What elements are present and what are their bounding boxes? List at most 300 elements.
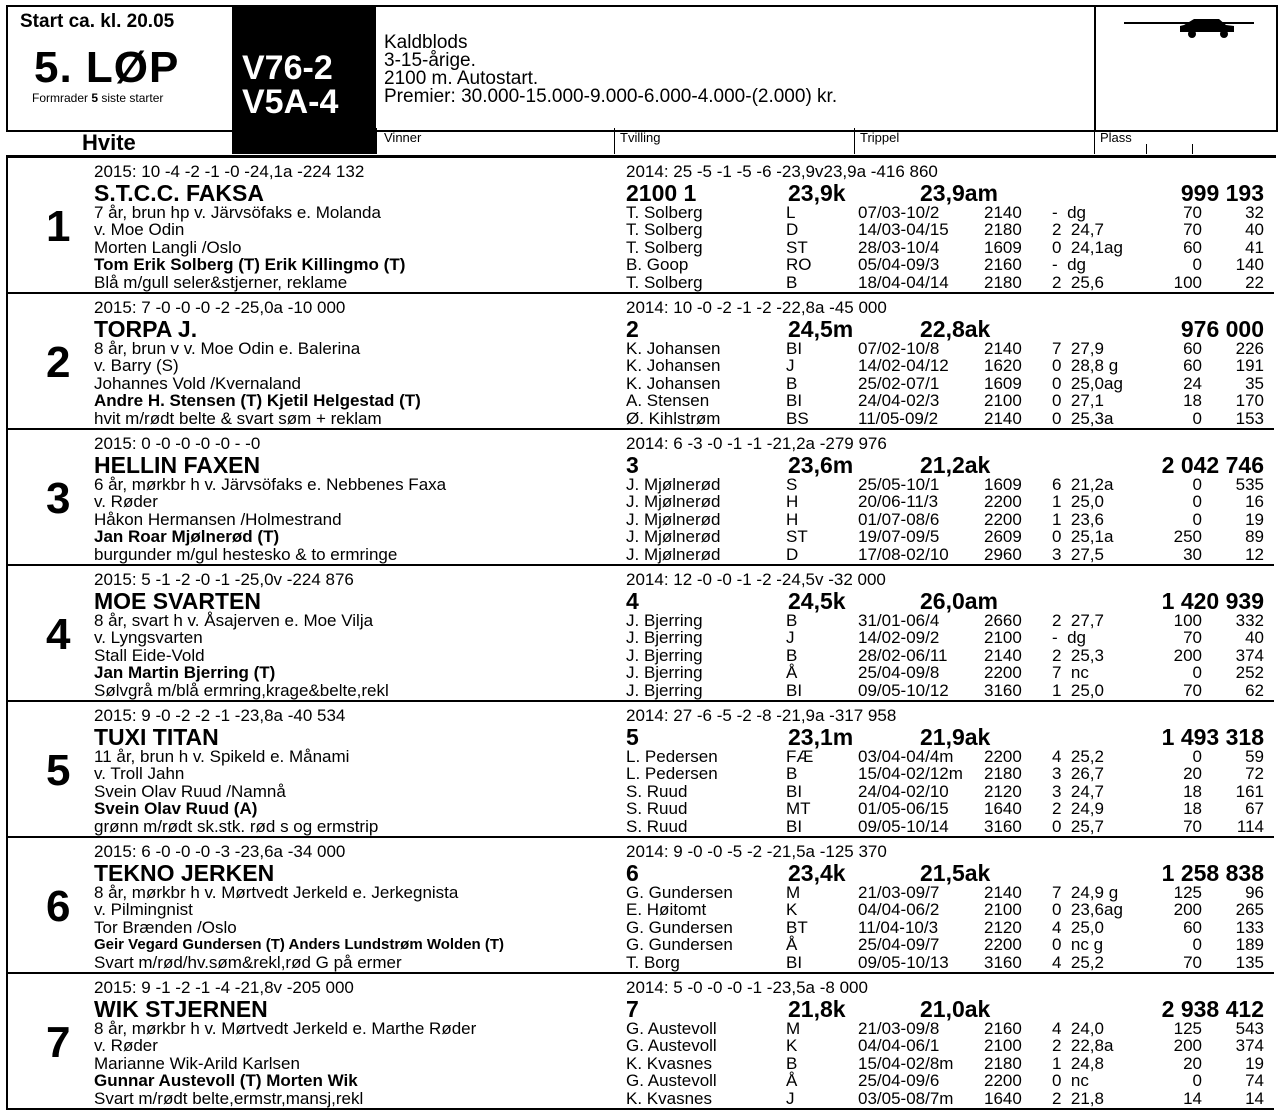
start-distance: 2200 xyxy=(984,1071,1022,1090)
horse-info-line: Svart m/rødt belte,ermstr,mansj,rekl xyxy=(94,1089,364,1108)
start-odds: 60 xyxy=(1183,339,1202,358)
earnings: 1 258 838 xyxy=(1161,860,1264,886)
start-result: 0 27,1 xyxy=(1052,391,1104,410)
start-prize: 161 xyxy=(1235,782,1264,801)
start-odds: 24 xyxy=(1183,374,1202,393)
start-prize: 191 xyxy=(1235,356,1264,375)
stats-2014: 2014: 10 -0 -2 -1 -2 -22,8a -45 000 xyxy=(626,298,887,317)
start-date: 09/05-10/12 xyxy=(858,681,949,700)
divider xyxy=(1192,144,1193,154)
start-odds: 0 xyxy=(1192,492,1202,511)
track-number: 4 xyxy=(626,588,639,614)
start-track: D xyxy=(786,220,799,239)
race-info-line: Kaldblods xyxy=(384,32,468,53)
stats-2015: 2015: 9 -0 -2 -2 -1 -23,8a -40 534 xyxy=(94,706,346,725)
start-odds: 60 xyxy=(1183,918,1202,937)
start-prize: 67 xyxy=(1245,799,1264,818)
track-number: 2 xyxy=(626,316,639,342)
start-odds: 200 xyxy=(1173,900,1202,919)
start-odds: 0 xyxy=(1192,663,1202,682)
record-1: 23,6m xyxy=(788,452,854,478)
start-driver: L. Pedersen xyxy=(626,747,718,766)
divider xyxy=(1146,144,1147,154)
start-driver: G. Austevoll xyxy=(626,1019,717,1038)
horse-info-line: 8 år, svart h v. Åsajerven e. Moe Vilja xyxy=(94,611,374,630)
start-prize: 62 xyxy=(1245,681,1264,700)
start-driver: T. Solberg xyxy=(626,220,703,239)
horse-number: 5 xyxy=(46,746,71,795)
start-odds: 70 xyxy=(1183,953,1202,972)
stats-2015: 2015: 0 -0 -0 -0 -0 - -0 xyxy=(94,434,261,453)
start-prize: 40 xyxy=(1245,628,1264,647)
start-driver: L. Pedersen xyxy=(626,764,718,783)
start-prize: 40 xyxy=(1245,220,1264,239)
start-result: 1 25,0 xyxy=(1052,492,1104,511)
start-result: 0 23,6ag xyxy=(1052,900,1123,919)
start-driver: G. Gundersen xyxy=(626,883,733,902)
start-prize: 72 xyxy=(1245,764,1264,783)
race-info-line: Premier: 30.000-15.000-9.000-6.000-4.000-(2.000) kr. xyxy=(384,86,838,107)
start-distance: 2160 xyxy=(984,1019,1022,1038)
horse-number: 1 xyxy=(46,202,71,251)
start-driver: J. Mjølnerød xyxy=(626,527,721,546)
record-2: 21,5ak xyxy=(920,860,991,886)
horse-info-line: Blå m/gull seler&stjerner, reklame xyxy=(94,273,348,292)
start-distance: 2100 xyxy=(984,900,1022,919)
divider xyxy=(6,838,8,974)
start-driver: J. Bjerring xyxy=(626,628,703,647)
stats-2015: 2015: 6 -0 -0 -0 -3 -23,6a -34 000 xyxy=(94,842,346,861)
start-prize: 374 xyxy=(1235,646,1264,665)
start-result: 2 27,7 xyxy=(1052,611,1104,630)
start-prize: 133 xyxy=(1235,918,1264,937)
start-result: 4 25,2 xyxy=(1052,953,1104,972)
start-odds: 30 xyxy=(1183,545,1202,564)
start-distance: 2160 xyxy=(984,255,1022,274)
start-track: BI xyxy=(786,782,803,801)
start-odds: 60 xyxy=(1183,356,1202,375)
start-result: 0 25,7 xyxy=(1052,817,1104,836)
horse-info-line: Geir Vegard Gundersen (T) Anders Lundstrøm Wolden (T) xyxy=(94,936,505,953)
horse-info-line: Tom Erik Solberg (T) Erik Killingmo (T) xyxy=(94,255,406,274)
horse-info-line: v. Lyngsvarten xyxy=(94,628,203,647)
start-result: 2 21,8 xyxy=(1052,1089,1104,1108)
start-driver: K. Kvasnes xyxy=(626,1054,712,1073)
start-track: Å xyxy=(786,663,798,682)
start-distance: 3160 xyxy=(984,817,1022,836)
start-result: - dg xyxy=(1052,203,1087,222)
horse-info-line: Håkon Hermansen /Holmestrand xyxy=(94,510,342,529)
start-prize: 19 xyxy=(1245,510,1264,529)
form-prefix: Formrader xyxy=(32,91,92,105)
divider xyxy=(6,430,8,566)
earnings: 2 042 746 xyxy=(1161,452,1264,478)
divider xyxy=(6,566,8,702)
start-prize: 12 xyxy=(1245,545,1264,564)
start-driver: J. Mjølnerød xyxy=(626,545,721,564)
record-1: 23,9k xyxy=(788,180,846,206)
horse-number: 3 xyxy=(46,474,71,523)
start-track: H xyxy=(786,510,799,529)
track-number: 2100 1 xyxy=(626,180,697,206)
start-date: 25/02-07/1 xyxy=(858,374,940,393)
start-time: Start ca. kl. 20.05 xyxy=(20,11,175,32)
record-1: 23,4k xyxy=(788,860,846,886)
start-date: 20/06-11/3 xyxy=(858,492,939,511)
horse-info-line: grønn m/rødt sk.stk. rød s og ermstrip xyxy=(94,817,379,836)
start-date: 11/04-10/3 xyxy=(858,918,939,937)
horse-entry xyxy=(6,838,1276,974)
start-date: 28/03-10/4 xyxy=(858,238,940,257)
start-distance: 3160 xyxy=(984,953,1022,972)
start-distance: 2180 xyxy=(984,1054,1022,1073)
start-odds: 0 xyxy=(1192,510,1202,529)
stats-2014: 2014: 6 -3 -0 -1 -1 -21,2a -279 976 xyxy=(626,434,887,453)
start-date: 21/03-09/7 xyxy=(858,883,940,902)
horse-info-line: v. Troll Jahn xyxy=(94,764,185,783)
start-track: D xyxy=(786,545,799,564)
horse-entry xyxy=(6,702,1276,838)
horse-entry xyxy=(6,158,1276,294)
start-distance: 2200 xyxy=(984,935,1022,954)
divider xyxy=(6,1108,1274,1110)
horse-number: 4 xyxy=(46,610,71,659)
start-driver: S. Ruud xyxy=(626,817,688,836)
start-result: 0 25,3a xyxy=(1052,409,1114,428)
stats-2015: 2015: 7 -0 -0 -0 -2 -25,0a -10 000 xyxy=(94,298,346,317)
start-driver: J. Bjerring xyxy=(626,611,703,630)
start-odds: 70 xyxy=(1183,817,1202,836)
start-date: 11/05-09/2 xyxy=(858,409,939,428)
start-track: J xyxy=(786,628,795,647)
start-odds: 20 xyxy=(1183,1054,1202,1073)
divider xyxy=(6,702,8,838)
horse-number: 2 xyxy=(46,338,71,387)
start-track: BT xyxy=(786,918,808,937)
race-header xyxy=(0,0,1276,158)
horse-name: HELLIN FAXEN xyxy=(94,452,261,478)
form-note xyxy=(32,91,163,105)
horse-info-line: v. Barry (S) xyxy=(94,356,179,375)
horse-info-line: Stall Eide-Vold xyxy=(94,646,205,665)
start-date: 14/02-04/12 xyxy=(858,356,949,375)
horse-entry xyxy=(6,430,1276,566)
start-prize: 374 xyxy=(1235,1036,1264,1055)
start-result: 0 nc xyxy=(1052,1071,1089,1090)
horse-info-line: Andre H. Stensen (T) Kjetil Helgestad (T) xyxy=(94,391,421,410)
start-track: BI xyxy=(786,391,803,410)
game-type-1: V76-2 xyxy=(242,49,333,87)
start-track: B xyxy=(786,764,798,783)
start-distance: 2200 xyxy=(984,492,1022,511)
horse-info-line: Sølvgrå m/blå ermring,krage&belte,rekl xyxy=(94,681,389,700)
race-title-box xyxy=(6,5,234,132)
horse-info-line: v. Røder xyxy=(94,492,158,511)
divider xyxy=(6,158,8,294)
horse-info-line: 11 år, brun h v. Spikeld e. Månami xyxy=(94,747,350,766)
start-track: Å xyxy=(786,1071,798,1090)
horse-info-line: 8 år, brun v v. Moe Odin e. Balerina xyxy=(94,339,361,358)
horse-entry xyxy=(6,294,1276,430)
start-odds: 200 xyxy=(1173,1036,1202,1055)
start-driver: J. Bjerring xyxy=(626,681,703,700)
col-trippel: Trippel xyxy=(860,130,900,145)
start-date: 24/04-02/10 xyxy=(858,782,949,801)
horse-info-line: Svein Olav Ruud /Namnå xyxy=(94,782,286,801)
start-date: 28/02-06/11 xyxy=(858,646,948,665)
horse-entry xyxy=(6,566,1276,702)
horse-entry xyxy=(6,974,1276,1110)
start-track: RO xyxy=(786,255,812,274)
record-2: 26,0am xyxy=(920,588,999,614)
horse-info-line: Morten Langli /Oslo xyxy=(94,238,242,257)
start-track: B xyxy=(786,273,798,292)
start-track: BI xyxy=(786,817,803,836)
start-result: 1 23,6 xyxy=(1052,510,1104,529)
start-result: 4 25,2 xyxy=(1052,747,1104,766)
horse-info-line: Jan Roar Mjølnerød (T) xyxy=(94,527,280,546)
start-driver: G. Gundersen xyxy=(626,918,733,937)
start-distance: 1609 xyxy=(984,374,1022,393)
form-suffix: siste starter xyxy=(98,91,164,105)
start-prize: 32 xyxy=(1245,203,1264,222)
record-2: 23,9am xyxy=(920,180,999,206)
start-date: 25/04-09/7 xyxy=(858,935,940,954)
start-driver: K. Kvasnes xyxy=(626,1089,712,1108)
start-distance: 2120 xyxy=(984,918,1022,937)
start-date: 09/05-10/14 xyxy=(858,817,949,836)
start-odds: 70 xyxy=(1183,203,1202,222)
start-driver: K. Johansen xyxy=(626,339,721,358)
record-2: 21,9ak xyxy=(920,724,991,750)
start-odds: 70 xyxy=(1183,681,1202,700)
record-1: 21,8k xyxy=(788,996,846,1022)
start-date: 31/01-06/4 xyxy=(858,611,940,630)
start-odds: 18 xyxy=(1183,799,1202,818)
start-odds: 14 xyxy=(1183,1089,1202,1108)
start-result: 6 21,2a xyxy=(1052,475,1114,494)
start-driver: J. Mjølnerød xyxy=(626,475,721,494)
track-number: 5 xyxy=(626,724,639,750)
start-driver: G. Gundersen xyxy=(626,935,733,954)
start-odds: 18 xyxy=(1183,782,1202,801)
start-distance: 1640 xyxy=(984,799,1022,818)
horse-info-line: burgunder m/gul hestesko & to ermringe xyxy=(94,545,398,564)
start-prize: 14 xyxy=(1245,1089,1264,1108)
start-driver: K. Johansen xyxy=(626,356,721,375)
start-track: MT xyxy=(786,799,811,818)
form-count: 5 xyxy=(91,91,99,105)
stats-2014: 2014: 9 -0 -0 -5 -2 -21,5a -125 370 xyxy=(626,842,887,861)
start-track: B xyxy=(786,646,798,665)
start-driver: E. Høitomt xyxy=(626,900,707,919)
horse-name: WIK STJERNEN xyxy=(94,996,268,1022)
start-track: M xyxy=(786,883,801,902)
start-track: Å xyxy=(786,935,798,954)
start-odds: 0 xyxy=(1192,255,1202,274)
start-result: 7 27,9 xyxy=(1052,339,1104,358)
start-distance: 1620 xyxy=(984,356,1022,375)
start-prize: 226 xyxy=(1235,339,1264,358)
start-odds: 70 xyxy=(1183,220,1202,239)
start-distance: 2180 xyxy=(984,220,1022,239)
start-driver: Ø. Kihlstrøm xyxy=(626,409,721,428)
start-prize: 22 xyxy=(1245,273,1264,292)
horse-info-line: v. Røder xyxy=(94,1036,158,1055)
record-1: 24,5k xyxy=(788,588,846,614)
divider xyxy=(1094,128,1095,154)
track-number: 7 xyxy=(626,996,639,1022)
start-date: 05/04-09/3 xyxy=(858,255,940,274)
start-driver: J. Mjølnerød xyxy=(626,510,721,529)
start-result: 4 24,0 xyxy=(1052,1019,1104,1038)
start-prize: 543 xyxy=(1235,1019,1264,1038)
start-date: 15/04-02/8m xyxy=(858,1054,954,1073)
start-odds: 0 xyxy=(1192,935,1202,954)
start-distance: 2609 xyxy=(984,527,1022,546)
start-track: ST xyxy=(786,238,808,257)
start-result: 0 nc g xyxy=(1052,935,1104,954)
start-odds: 250 xyxy=(1173,527,1202,546)
start-result: 1 24,8 xyxy=(1052,1054,1104,1073)
start-driver: T. Solberg xyxy=(626,273,703,292)
start-track: H xyxy=(786,492,799,511)
color-label: Hvite xyxy=(82,130,136,155)
horse-info-line: v. Pilmingnist xyxy=(94,900,193,919)
start-prize: 19 xyxy=(1245,1054,1264,1073)
start-prize: 96 xyxy=(1245,883,1264,902)
stats-2014: 2014: 27 -6 -5 -2 -8 -21,9a -317 958 xyxy=(626,706,897,725)
start-odds: 0 xyxy=(1192,747,1202,766)
start-driver: T. Borg xyxy=(626,953,680,972)
start-result: 3 27,5 xyxy=(1052,545,1104,564)
start-date: 21/03-09/8 xyxy=(858,1019,940,1038)
horse-info-line: 6 år, mørkbr h v. Järvsöfaks e. Nebbenes Faxa xyxy=(94,475,447,494)
earnings: 2 938 412 xyxy=(1161,996,1264,1022)
start-distance: 2660 xyxy=(984,611,1022,630)
start-result: 7 24,9 g xyxy=(1052,883,1119,902)
start-prize: 59 xyxy=(1245,747,1264,766)
record-2: 22,8ak xyxy=(920,316,991,342)
horse-info-line: Tor Brænden /Oslo xyxy=(94,918,237,937)
start-prize: 332 xyxy=(1235,611,1264,630)
col-plass: Plass xyxy=(1100,130,1132,145)
start-date: 25/04-09/8 xyxy=(858,663,940,682)
start-date: 18/04-04/14 xyxy=(858,273,949,292)
start-odds: 125 xyxy=(1173,883,1202,902)
start-distance: 2120 xyxy=(984,782,1022,801)
start-result: 0 25,0ag xyxy=(1052,374,1123,393)
start-result: 4 25,0 xyxy=(1052,918,1104,937)
race-info-line: 2100 m. Autostart. xyxy=(384,68,539,89)
divider xyxy=(6,974,8,1110)
start-result: 3 26,7 xyxy=(1052,764,1104,783)
start-prize: 140 xyxy=(1235,255,1264,274)
start-prize: 35 xyxy=(1245,374,1264,393)
start-prize: 114 xyxy=(1236,817,1264,836)
horse-info-line: 7 år, brun hp v. Järvsöfaks e. Molanda xyxy=(94,203,381,222)
earnings: 1 493 318 xyxy=(1161,724,1264,750)
start-date: 25/04-09/6 xyxy=(858,1071,940,1090)
start-distance: 2140 xyxy=(984,409,1022,428)
start-distance: 2100 xyxy=(984,628,1022,647)
start-odds: 20 xyxy=(1183,764,1202,783)
start-date: 01/05-06/15 xyxy=(858,799,949,818)
start-driver: J. Bjerring xyxy=(626,663,703,682)
horse-name: S.T.C.C. FAKSA xyxy=(94,180,264,206)
start-date: 04/04-06/2 xyxy=(858,900,940,919)
start-result: 2 25,6 xyxy=(1052,273,1104,292)
start-distance: 2180 xyxy=(984,764,1022,783)
logo-box xyxy=(1094,5,1278,132)
horse-info-line: hvit m/rødt belte & svart søm + reklam xyxy=(94,409,382,428)
start-odds: 100 xyxy=(1173,611,1202,630)
start-driver: B. Goop xyxy=(626,255,689,274)
start-odds: 0 xyxy=(1192,1071,1202,1090)
start-distance: 2200 xyxy=(984,510,1022,529)
stats-2015: 2015: 10 -4 -2 -1 -0 -24,1a -224 132 xyxy=(94,162,365,181)
start-prize: 135 xyxy=(1235,953,1264,972)
earnings: 999 193 xyxy=(1180,180,1264,206)
start-driver: T. Solberg xyxy=(626,203,703,222)
start-date: 24/04-02/3 xyxy=(858,391,940,410)
earnings: 1 420 939 xyxy=(1161,588,1264,614)
start-track: FÆ xyxy=(786,747,814,766)
start-result: 2 25,3 xyxy=(1052,646,1104,665)
horse-info-line: 8 år, mørkbr h v. Mørtvedt Jerkeld e. Marthe Røder xyxy=(94,1019,477,1038)
col-tvilling: Tvilling xyxy=(620,130,661,145)
start-prize: 252 xyxy=(1235,663,1264,682)
start-result: 2 24,9 xyxy=(1052,799,1104,818)
horse-info-line: v. Moe Odin xyxy=(94,220,185,239)
start-odds: 0 xyxy=(1192,409,1202,428)
start-track: B xyxy=(786,374,798,393)
start-track: ST xyxy=(786,527,808,546)
start-track: BI xyxy=(786,339,803,358)
start-track: M xyxy=(786,1019,801,1038)
start-distance: 2960 xyxy=(984,545,1022,564)
start-prize: 74 xyxy=(1245,1071,1264,1090)
divider xyxy=(376,128,377,154)
start-prize: 89 xyxy=(1245,527,1264,546)
start-driver: T. Solberg xyxy=(626,238,703,257)
start-track: L xyxy=(786,203,796,222)
start-track: J xyxy=(786,356,795,375)
start-distance: 2140 xyxy=(984,203,1022,222)
start-odds: 200 xyxy=(1173,646,1202,665)
horse-info-line: 8 år, mørkbr h v. Mørtvedt Jerkeld e. Jerkegnista xyxy=(94,883,459,902)
start-date: 17/08-02/10 xyxy=(858,545,949,564)
start-track: BI xyxy=(786,953,803,972)
start-prize: 170 xyxy=(1235,391,1264,410)
start-distance: 2200 xyxy=(984,663,1022,682)
car-logo-icon xyxy=(1124,15,1254,45)
stats-2014: 2014: 5 -0 -0 -0 -1 -23,5a -8 000 xyxy=(626,978,868,997)
horse-info-line: Gunnar Austevoll (T) Morten Wik xyxy=(94,1071,358,1090)
col-vinner: Vinner xyxy=(384,130,422,145)
start-date: 09/05-10/13 xyxy=(858,953,949,972)
start-prize: 265 xyxy=(1235,900,1264,919)
start-track: BI xyxy=(786,681,803,700)
start-result: 7 nc xyxy=(1052,663,1089,682)
stats-2015: 2015: 9 -1 -2 -1 -4 -21,8v -205 000 xyxy=(94,978,354,997)
start-result: 0 24,1ag xyxy=(1052,238,1123,257)
horse-info-line: Marianne Wik-Arild Karlsen xyxy=(94,1054,300,1073)
start-track: K xyxy=(786,900,798,919)
start-distance: 1609 xyxy=(984,238,1022,257)
record-1: 23,1m xyxy=(788,724,854,750)
race-info xyxy=(376,5,1096,132)
